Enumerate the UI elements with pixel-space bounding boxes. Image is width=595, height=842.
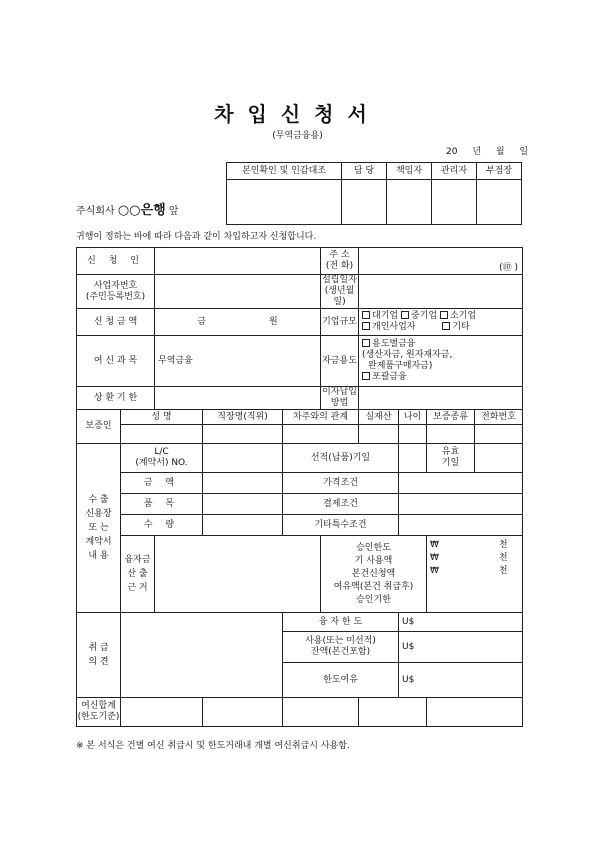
total-field-3[interactable] <box>283 698 359 727</box>
guarantor-col-relation: 차주와의 관계 <box>283 410 359 425</box>
scale-opt-small[interactable]: 소기업 <box>440 311 476 321</box>
guarantor-col-type: 보증종류 <box>427 410 475 425</box>
price-terms-field[interactable] <box>399 473 523 494</box>
address-label: 주 소 (전 화) <box>321 248 359 275</box>
checkbox-icon <box>442 322 450 330</box>
purpose-opt-specific[interactable]: 용도별금융 <box>362 339 415 349</box>
approval-header-staff: 담 당 <box>342 163 387 180</box>
purpose-detail-1: (생산자금, 원자재자금, <box>362 350 453 360</box>
guarantor-name-field[interactable] <box>121 425 203 444</box>
spare-limit-label: 한도여유 <box>283 663 399 698</box>
basis-label: 융자금 산 출 근 거 <box>121 536 155 613</box>
basis-approved-limit: 승인한도 <box>356 542 391 553</box>
purpose-detail-2: 완제품구매자금) <box>368 361 433 371</box>
basis-notes-field[interactable] <box>155 536 321 613</box>
approval-sign-staff[interactable] <box>342 180 387 225</box>
checkbox-icon <box>362 322 370 330</box>
purpose-opt-blanket[interactable]: 포괄금융 <box>362 372 407 382</box>
guarantor-age-field[interactable] <box>399 425 427 444</box>
subject-field[interactable]: 무역금융 <box>155 336 321 387</box>
lc-qty-label: 수 량 <box>121 515 203 536</box>
amount-unit-won: 원 <box>268 316 278 327</box>
maturity-label: 상 환 기 한 <box>77 387 155 410</box>
scale-opt-large[interactable]: 대기업 <box>362 311 398 321</box>
spare-limit-field[interactable]: U$ <box>399 663 523 698</box>
ship-date-field[interactable] <box>399 444 427 473</box>
guarantor-property-field[interactable] <box>359 425 399 444</box>
page-subtitle: (무역금융용) <box>272 131 323 141</box>
interest-label: 이자납입방법 <box>322 387 357 408</box>
lc-no-label: L/C (계약서) NO. <box>121 444 203 473</box>
payment-terms-field[interactable] <box>399 494 523 515</box>
est-date-label: 설립일자 (생년월일) <box>322 275 357 307</box>
total-field-5[interactable] <box>427 698 523 727</box>
applicant-field[interactable] <box>155 248 321 275</box>
scale-opt-other[interactable]: 기타 <box>442 322 469 332</box>
guarantor-col-name: 성 명 <box>121 410 203 425</box>
guarantor-col-age: 나이 <box>399 410 427 425</box>
opinion-label: 취 급 의 견 <box>77 613 121 698</box>
basis-remaining: 여유액(본건 취급후) <box>333 581 414 592</box>
special-terms-field[interactable] <box>399 515 523 536</box>
approval-sign-branch-head[interactable] <box>477 180 522 225</box>
checkbox-icon <box>440 311 448 319</box>
export-label: 수 출 신용장 또 는 계약서 내 용 <box>77 444 121 613</box>
guarantor-type-field[interactable] <box>427 425 475 444</box>
total-label: 여신합계 (한도기준) <box>77 698 121 727</box>
scale-opt-medium[interactable]: 중기업 <box>401 311 437 321</box>
lc-item-label: 품 목 <box>121 494 203 515</box>
guarantor-label: 보증인 <box>77 410 121 444</box>
guarantor-col-workplace: 직장명(직위) <box>203 410 283 425</box>
approval-stamp-table <box>226 162 522 225</box>
maturity-field[interactable] <box>155 387 321 410</box>
bank-name: ○○은행 <box>117 203 166 218</box>
basis-values[interactable]: ₩ 천 ₩ 천 ₩ 천 <box>427 536 523 613</box>
basis-this-request: 본건신청액 <box>351 568 396 579</box>
total-field-2[interactable] <box>203 698 283 727</box>
footnote: ※ 본 서식은 건별 여신 취급시 및 한도거래내 개별 여신취급시 사용함. <box>76 741 350 751</box>
approval-sign-admin[interactable] <box>432 180 477 225</box>
interest-field[interactable] <box>359 387 523 410</box>
biz-no-label: 사업자번호 (주민등록번호) <box>77 275 155 309</box>
guarantor-col-phone: 전화번호 <box>475 410 523 425</box>
address-field[interactable] <box>359 248 523 275</box>
valid-date-label: 유효 기일 <box>427 444 475 473</box>
approval-header-manager: 책임자 <box>387 163 432 180</box>
total-field-1[interactable] <box>121 698 203 727</box>
guarantor-workplace-field[interactable] <box>203 425 283 444</box>
price-terms-label: 가격조건 <box>283 473 399 494</box>
guarantor-relation-field[interactable] <box>283 425 359 444</box>
scale-options <box>359 309 523 336</box>
basis-lines <box>321 536 427 613</box>
lc-amount-label: 금 액 <box>121 473 203 494</box>
guarantor-phone-field[interactable] <box>475 425 523 444</box>
scale-label: 기업규모 <box>321 309 359 336</box>
page-title: 차입신청서 <box>214 102 381 126</box>
used-balance-label: 사용(또는 미선적) 잔액(본건포함) <box>283 632 399 663</box>
purpose-options <box>359 336 523 387</box>
ship-date-label: 선적(납품)기일 <box>283 444 399 473</box>
amount-field[interactable] <box>155 309 321 336</box>
lc-item-field[interactable] <box>203 494 283 515</box>
checkbox-icon <box>401 311 409 319</box>
approval-sign-manager[interactable] <box>387 180 432 225</box>
amount-label: 신 청 금 액 <box>77 309 155 336</box>
lc-no-field[interactable] <box>203 444 283 473</box>
bank-suffix: 앞 <box>168 206 179 217</box>
application-table <box>76 247 523 727</box>
bank-addressee <box>76 199 179 218</box>
amount-unit-geum: 금 <box>197 316 207 327</box>
lc-qty-field[interactable] <box>203 515 283 536</box>
checkbox-icon <box>362 311 370 319</box>
facility-limit-field[interactable]: U$ <box>399 613 523 632</box>
valid-date-field[interactable] <box>475 444 523 473</box>
bank-prefix: 주식회사 <box>76 206 115 217</box>
biz-no-field[interactable] <box>155 275 321 309</box>
seal-mark: (㊞ ) <box>499 263 519 273</box>
purpose-label: 자금용도 <box>321 336 359 387</box>
total-field-4[interactable] <box>359 698 427 727</box>
subject-label: 여 신 과 목 <box>77 336 155 387</box>
approval-header-admin: 관리자 <box>432 163 477 180</box>
guarantor-col-property: 실재산 <box>359 410 399 425</box>
basis-approval-deadline: 승인기한 <box>356 594 391 605</box>
est-date-field[interactable] <box>359 275 523 309</box>
date-field[interactable]: 20 년 월 일 <box>446 147 529 157</box>
special-terms-label: 기타특수조건 <box>283 515 399 536</box>
approval-header-identity: 본인확인 및 인감대조 <box>227 163 342 180</box>
lc-amount-field[interactable] <box>203 473 283 494</box>
payment-terms-label: 결제조건 <box>283 494 399 515</box>
scale-opt-individual[interactable]: 개인사업자 <box>362 322 415 332</box>
checkbox-icon <box>362 339 370 347</box>
basis-used: 기 사용액 <box>354 555 393 566</box>
approval-sign-identity[interactable] <box>227 180 342 225</box>
approval-header-branch-head: 부점장 <box>477 163 522 180</box>
applicant-label: 신 청 인 <box>77 248 155 275</box>
used-balance-field[interactable]: U$ <box>399 632 523 663</box>
checkbox-icon <box>362 372 370 380</box>
intro-text: 귀행이 정하는 바에 따라 다음과 같이 차입하고자 신청합니다. <box>76 232 317 242</box>
facility-limit-label: 융 자 한 도 <box>283 613 399 632</box>
opinion-field[interactable] <box>121 613 283 698</box>
